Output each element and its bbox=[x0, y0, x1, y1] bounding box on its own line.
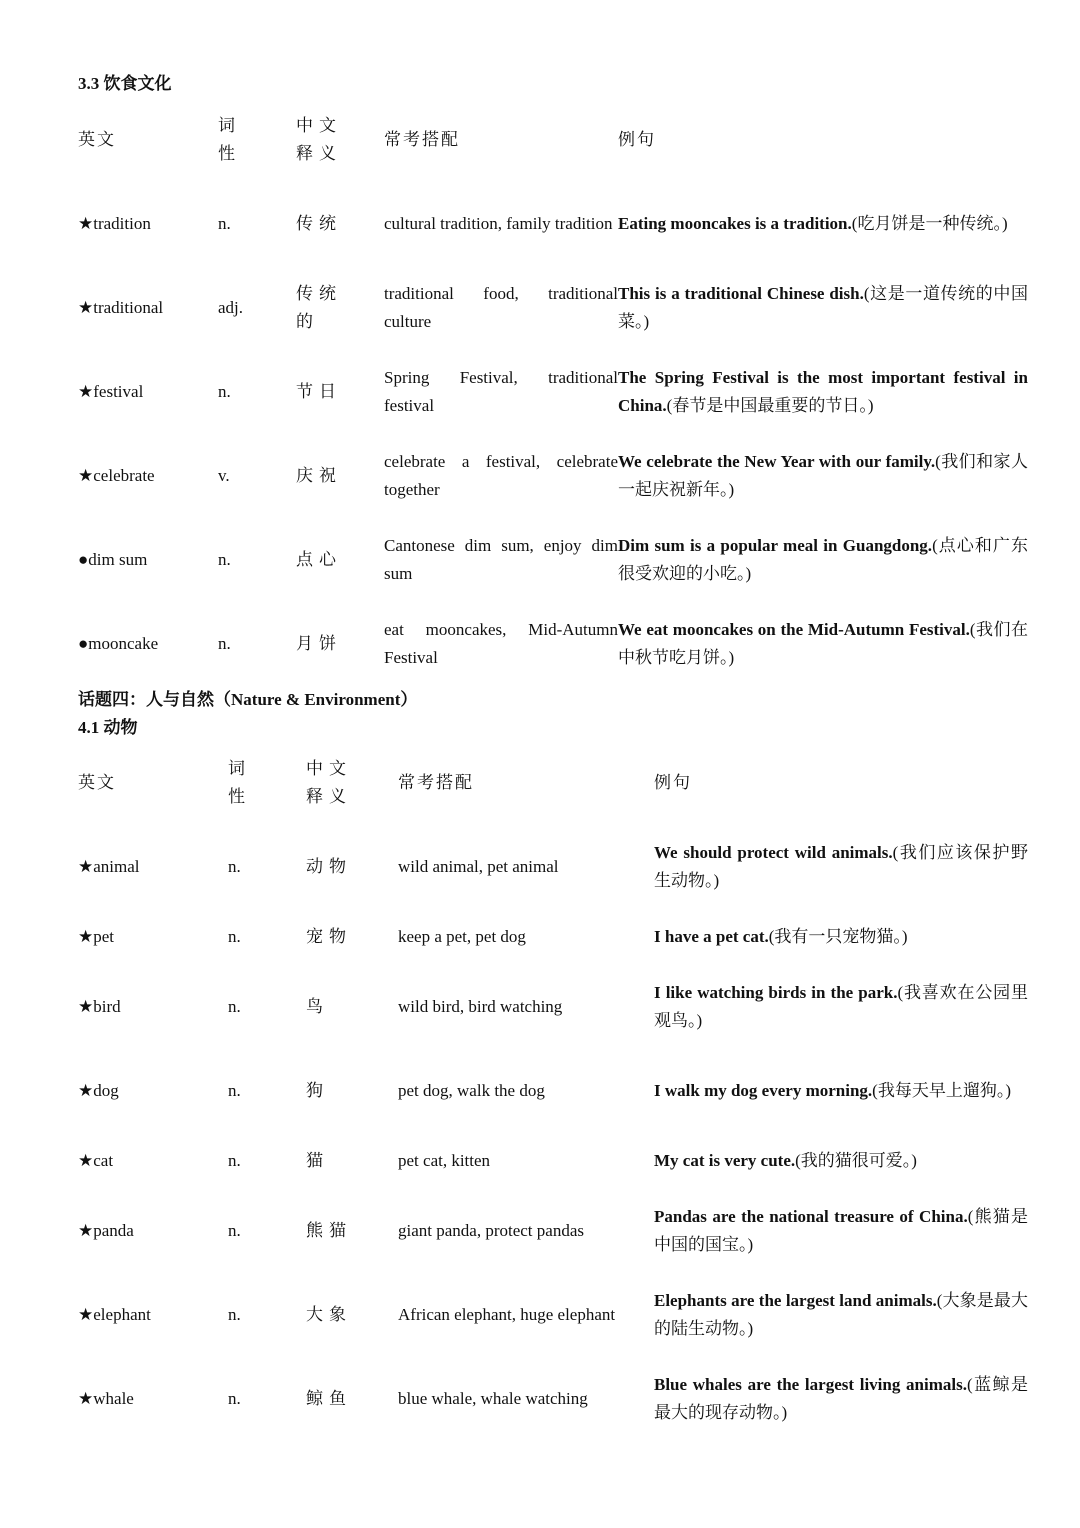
example-english: Elephants are the largest land animals. bbox=[654, 1291, 937, 1310]
chinese-meaning: 传统 bbox=[296, 214, 342, 233]
header-part-of-speech: 词性 bbox=[228, 759, 249, 806]
word-cell bbox=[78, 1133, 228, 1189]
section-heading-4-1: 4.1 动物 bbox=[78, 718, 138, 737]
example-english: I like watching birds in the park. bbox=[654, 983, 898, 1002]
english-word: elephant bbox=[93, 1305, 151, 1324]
example-chinese: (我的猫很可爱。) bbox=[795, 1151, 917, 1170]
header-collocation: 常考搭配 bbox=[384, 130, 460, 149]
table-row bbox=[78, 350, 1028, 434]
example-chinese: (我有一只宠物猫。) bbox=[768, 927, 908, 946]
example-sentence bbox=[654, 965, 1028, 1049]
mark-symbol: ★ bbox=[78, 466, 94, 485]
english-word: dim sum bbox=[88, 550, 148, 569]
part-of-speech: n. bbox=[228, 1305, 241, 1324]
collocation: African elephant, huge elephant bbox=[398, 1305, 616, 1324]
table-row bbox=[78, 1133, 1028, 1189]
example-sentence bbox=[654, 1273, 1028, 1357]
chinese-meaning: 点心 bbox=[296, 550, 342, 569]
mark-symbol: ★ bbox=[78, 298, 94, 317]
collocation: giant panda, protect pandas bbox=[398, 1221, 584, 1240]
collocation: wild animal, pet animal bbox=[398, 857, 559, 876]
example-sentence bbox=[618, 182, 1028, 266]
collocation: Spring Festival, traditional festival bbox=[384, 368, 618, 415]
example-sentence bbox=[654, 825, 1028, 909]
part-of-speech: v. bbox=[218, 466, 230, 485]
section-heading-3-3: 3.3 饮食文化 bbox=[78, 74, 172, 93]
vocab-table-food-culture bbox=[78, 98, 1028, 686]
topic-heading-nature: 话题四：人与自然（Nature & Environment） bbox=[78, 690, 418, 709]
english-word: mooncake bbox=[88, 634, 159, 653]
example-sentence bbox=[654, 1049, 1028, 1133]
header-english: 英文 bbox=[78, 773, 116, 792]
part-of-speech: n. bbox=[228, 1221, 241, 1240]
chinese-meaning: 月饼 bbox=[296, 634, 342, 653]
example-sentence bbox=[654, 909, 1028, 965]
english-word: dog bbox=[93, 1081, 119, 1100]
example-chinese: (大象是最大的陆生动物。) bbox=[654, 1291, 1028, 1338]
word-cell bbox=[78, 1357, 228, 1441]
part-of-speech: n. bbox=[228, 857, 241, 876]
part-of-speech: n. bbox=[228, 1081, 241, 1100]
mark-symbol: ★ bbox=[78, 382, 94, 401]
example-english: I have a pet cat. bbox=[654, 927, 769, 946]
collocation: pet dog, walk the dog bbox=[398, 1081, 545, 1100]
chinese-meaning: 鸟 bbox=[306, 997, 329, 1016]
part-of-speech: n. bbox=[218, 634, 231, 653]
example-sentence bbox=[618, 434, 1028, 518]
english-word: pet bbox=[93, 927, 115, 946]
example-chinese: (吃月饼是一种传统。) bbox=[851, 214, 1008, 233]
english-word: festival bbox=[93, 382, 144, 401]
word-cell bbox=[78, 825, 228, 909]
mark-symbol: ● bbox=[78, 550, 89, 569]
part-of-speech: adj. bbox=[218, 298, 244, 317]
part-of-speech: n. bbox=[218, 550, 231, 569]
example-english: Dim sum is a popular meal in Guangdong. bbox=[618, 536, 933, 555]
example-english: The Spring Festival is the most important festival in China. bbox=[618, 368, 1028, 415]
mark-symbol: ★ bbox=[78, 927, 94, 946]
example-sentence bbox=[654, 1133, 1028, 1189]
example-chinese: (点心和广东很受欢迎的小吃。) bbox=[618, 536, 1028, 583]
example-chinese: (我们和家人一起庆祝新年。) bbox=[618, 452, 1028, 499]
example-english: We should protect wild animals. bbox=[654, 843, 893, 862]
collocation: pet cat, kitten bbox=[398, 1151, 491, 1170]
word-cell bbox=[78, 1049, 228, 1133]
example-sentence bbox=[618, 602, 1028, 686]
collocation: Cantonese dim sum, enjoy dim sum bbox=[384, 536, 618, 583]
table-row bbox=[78, 182, 1028, 266]
table-row bbox=[78, 909, 1028, 965]
header-chinese-meaning: 中文释义 bbox=[296, 116, 342, 163]
word-cell bbox=[78, 909, 228, 965]
word-cell bbox=[78, 350, 218, 434]
example-chinese: (我每天早上遛狗。) bbox=[872, 1081, 1011, 1100]
example-english: We celebrate the New Year with our family. bbox=[618, 452, 936, 471]
english-word: bird bbox=[93, 997, 121, 1016]
word-cell bbox=[78, 1273, 228, 1357]
collocation: cultural tradition, family tradition bbox=[384, 214, 613, 233]
mark-symbol: ★ bbox=[78, 214, 94, 233]
table-row bbox=[78, 1357, 1028, 1441]
table-row bbox=[78, 518, 1028, 602]
chinese-meaning: 庆祝 bbox=[296, 466, 342, 485]
mark-symbol: ★ bbox=[78, 1151, 94, 1170]
chinese-meaning: 大象 bbox=[306, 1305, 352, 1324]
word-cell bbox=[78, 518, 218, 602]
header-part-of-speech: 词性 bbox=[218, 116, 239, 163]
example-sentence bbox=[618, 266, 1028, 350]
table-row bbox=[78, 1049, 1028, 1133]
word-cell bbox=[78, 182, 218, 266]
table-row bbox=[78, 825, 1028, 909]
example-chinese: (我们在中秋节吃月饼。) bbox=[618, 620, 1028, 667]
chinese-meaning: 狗 bbox=[306, 1081, 329, 1100]
example-english: Pandas are the national treasure of China. bbox=[654, 1207, 968, 1226]
example-sentence bbox=[618, 350, 1028, 434]
english-word: whale bbox=[93, 1389, 134, 1408]
collocation: wild bird, bird watching bbox=[398, 997, 563, 1016]
collocation: blue whale, whale watching bbox=[398, 1389, 588, 1408]
word-cell bbox=[78, 1189, 228, 1273]
word-cell bbox=[78, 434, 218, 518]
part-of-speech: n. bbox=[228, 927, 241, 946]
header-english: 英文 bbox=[78, 130, 116, 149]
example-sentence bbox=[618, 518, 1028, 602]
example-chinese: (熊猫是中国的国宝。) bbox=[654, 1207, 1028, 1254]
word-cell bbox=[78, 266, 218, 350]
english-word: cat bbox=[93, 1151, 114, 1170]
example-english: This is a traditional Chinese dish. bbox=[618, 284, 864, 303]
collocation: eat mooncakes, Mid-Autumn Festival bbox=[384, 620, 618, 667]
header-example: 例句 bbox=[618, 130, 656, 149]
table-row bbox=[78, 1273, 1028, 1357]
part-of-speech: n. bbox=[218, 214, 231, 233]
english-word: celebrate bbox=[93, 466, 155, 485]
mark-symbol: ★ bbox=[78, 1081, 94, 1100]
mark-symbol: ★ bbox=[78, 997, 94, 1016]
word-cell bbox=[78, 602, 218, 686]
english-word: traditional bbox=[93, 298, 164, 317]
chinese-meaning: 熊猫 bbox=[306, 1221, 352, 1240]
mark-symbol: ● bbox=[78, 634, 89, 653]
example-sentence bbox=[654, 1189, 1028, 1273]
example-chinese: (我喜欢在公园里观鸟。) bbox=[654, 983, 1028, 1030]
header-chinese-meaning: 中文释义 bbox=[306, 759, 352, 806]
example-chinese: (我们应该保护野生动物。) bbox=[654, 843, 1028, 890]
chinese-meaning: 动物 bbox=[306, 857, 352, 876]
table-header-row bbox=[78, 98, 1028, 182]
part-of-speech: n. bbox=[228, 1389, 241, 1408]
collocation: celebrate a festival, celebrate together bbox=[384, 452, 618, 499]
chinese-meaning: 鲸鱼 bbox=[306, 1389, 352, 1408]
chinese-meaning: 猫 bbox=[306, 1151, 329, 1170]
chinese-meaning: 节日 bbox=[296, 382, 342, 401]
english-word: tradition bbox=[93, 214, 151, 233]
example-chinese: (春节是中国最重要的节日。) bbox=[666, 396, 874, 415]
example-chinese: (这是一道传统的中国菜。) bbox=[618, 284, 1028, 331]
collocation: keep a pet, pet dog bbox=[398, 927, 526, 946]
header-example: 例句 bbox=[654, 773, 692, 792]
mark-symbol: ★ bbox=[78, 1221, 94, 1240]
part-of-speech: n. bbox=[218, 382, 231, 401]
mark-symbol: ★ bbox=[78, 857, 94, 876]
example-sentence bbox=[654, 1357, 1028, 1441]
mark-symbol: ★ bbox=[78, 1389, 94, 1408]
table-row bbox=[78, 266, 1028, 350]
english-word: animal bbox=[93, 857, 140, 876]
chinese-meaning: 传统的 bbox=[296, 284, 342, 331]
part-of-speech: n. bbox=[228, 1151, 241, 1170]
header-collocation: 常考搭配 bbox=[398, 773, 474, 792]
table-row bbox=[78, 602, 1028, 686]
collocation: traditional food, traditional culture bbox=[384, 284, 618, 331]
mark-symbol: ★ bbox=[78, 1305, 94, 1324]
example-english: I walk my dog every morning. bbox=[654, 1081, 873, 1100]
table-row bbox=[78, 1189, 1028, 1273]
example-chinese: (蓝鲸是最大的现存动物。) bbox=[654, 1375, 1028, 1422]
example-english: Eating mooncakes is a tradition. bbox=[618, 214, 852, 233]
table-row bbox=[78, 434, 1028, 518]
chinese-meaning: 宠物 bbox=[306, 927, 352, 946]
english-word: panda bbox=[93, 1221, 134, 1240]
example-english: Blue whales are the largest living animals. bbox=[654, 1375, 967, 1394]
example-english: My cat is very cute. bbox=[654, 1151, 796, 1170]
table-row bbox=[78, 965, 1028, 1049]
vocab-table-animals bbox=[78, 741, 1028, 1441]
table-header-row bbox=[78, 741, 1028, 825]
example-english: We eat mooncakes on the Mid-Autumn Festival. bbox=[618, 620, 970, 639]
word-cell bbox=[78, 965, 228, 1049]
part-of-speech: n. bbox=[228, 997, 241, 1016]
